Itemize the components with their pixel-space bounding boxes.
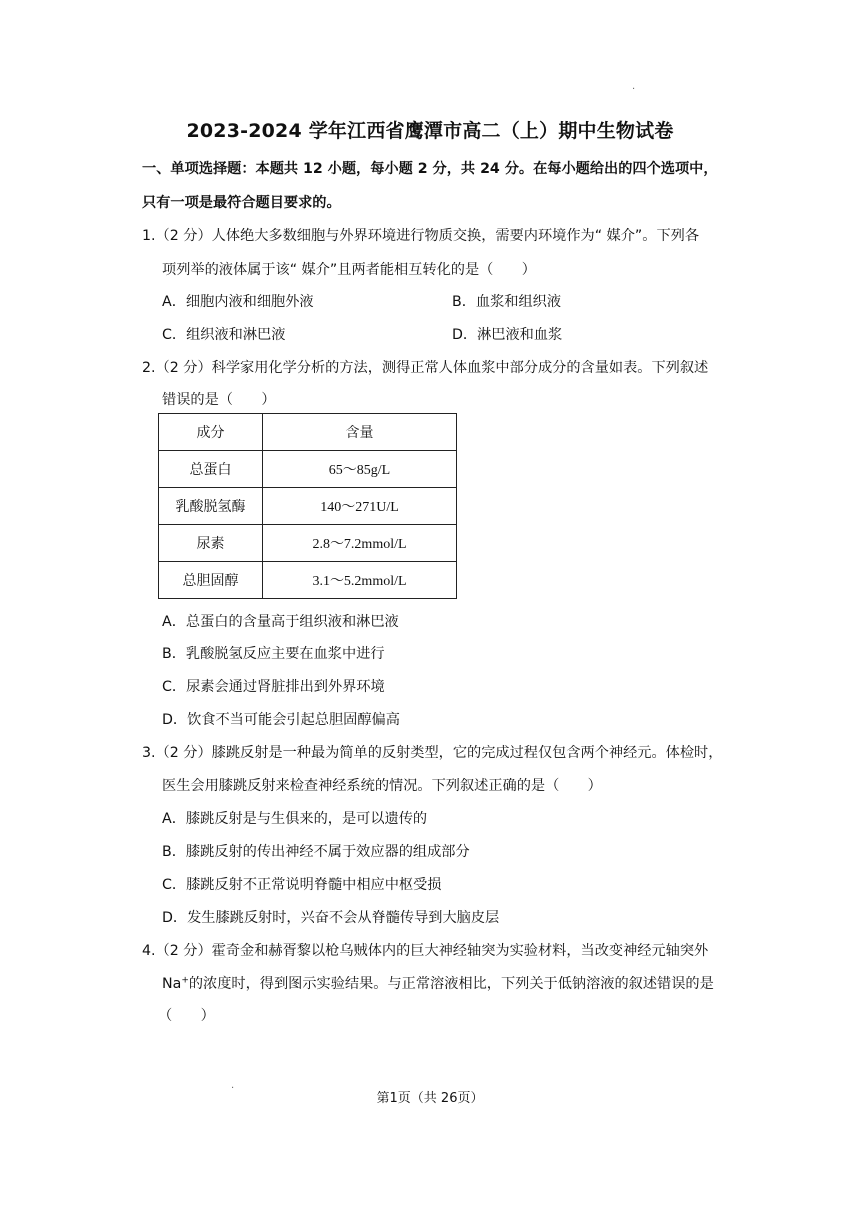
scan-dot: · bbox=[231, 1083, 235, 1094]
q2-option-d: D．饮食不当可能会引起总胆固醇偏高 bbox=[162, 712, 400, 728]
q2-stem-line1: 2.（2 分）科学家用化学分析的方法，测得正常人体血浆中部分成分的含量如表。下列叙述 bbox=[142, 360, 709, 376]
plasma-components-table bbox=[158, 413, 457, 599]
q3-stem-line1: 3.（2 分）膝跳反射是一种最为简单的反射类型，它的完成过程仅包含两个神经元。体检时， bbox=[142, 745, 723, 761]
q3-option-d: D．发生膝跳反射时，兴奋不会从脊髓传导到大脑皮层 bbox=[162, 910, 500, 926]
q3-option-a: A．膝跳反射是与生俱来的，是可以遗传的 bbox=[162, 811, 428, 827]
q3-stem-line2: 医生会用膝跳反射来检查神经系统的情况。下列叙述正确的是（ ） bbox=[162, 778, 602, 794]
table-row bbox=[159, 451, 457, 488]
table-cell-content: 3.1～5.2mmol/L bbox=[263, 562, 457, 599]
q3-option-b: B．膝跳反射的传出神经不属于效应器的组成部分 bbox=[162, 844, 470, 860]
table-header-content: 含量 bbox=[263, 414, 457, 451]
table-row bbox=[159, 488, 457, 525]
table-row bbox=[159, 525, 457, 562]
scan-dot: · bbox=[632, 84, 636, 95]
q2-option-b: B．乳酸脱氢反应主要在血浆中进行 bbox=[162, 646, 385, 662]
section-heading-line1: 一、单项选择题：本题共 12 小题，每小题 2 分，共 24 分。在每小题给出的四个选项中， bbox=[142, 161, 718, 177]
sodium-symbol: Na bbox=[162, 976, 182, 992]
page-title: 2023-2024 学年江西省鹰潭市高二（上）期中生物试卷 bbox=[186, 120, 674, 142]
table-header-component: 成分 bbox=[159, 414, 263, 451]
q1-option-c: C．组织液和淋巴液 bbox=[162, 327, 286, 343]
table-cell-content: 65～85g/L bbox=[263, 451, 457, 488]
section-heading-line2: 只有一项是最符合题目要求的。 bbox=[142, 195, 341, 211]
q4-stem-line3: （ ） bbox=[158, 1008, 215, 1024]
table-cell-component: 尿素 bbox=[159, 525, 263, 562]
q4-stem-line2 bbox=[162, 973, 714, 993]
q1-stem-line2: 项列举的液体属于该“ 媒介”且两者能相互转化的是（ ） bbox=[162, 262, 536, 278]
q4-stem-line1: 4.（2 分）霍奇金和赫胥黎以枪乌贼体内的巨大神经轴突为实验材料，当改变神经元轴突外 bbox=[142, 943, 709, 959]
q1-option-b: B．血浆和组织液 bbox=[452, 294, 562, 310]
table-cell-component: 总胆固醇 bbox=[159, 562, 263, 599]
table-cell-content: 2.8～7.2mmol/L bbox=[263, 525, 457, 562]
table-cell-component: 总蛋白 bbox=[159, 451, 263, 488]
page-footer: 第1页（共 26页） bbox=[376, 1091, 484, 1106]
q1-stem-line1: 1.（2 分）人体绝大多数细胞与外界环境进行物质交换，需要内环境作为“ 媒介”。下列各 bbox=[142, 228, 700, 244]
q4-stem-line2-text: 的浓度时，得到图示实验结果。与正常溶液相比，下列关于低钠溶液的叙述错误的是 bbox=[188, 976, 714, 992]
q2-option-a: A．总蛋白的含量高于组织液和淋巴液 bbox=[162, 614, 399, 630]
table-row bbox=[159, 562, 457, 599]
q3-option-c: C．膝跳反射不正常说明脊髓中相应中枢受损 bbox=[162, 877, 442, 893]
q2-stem-line2: 错误的是（ ） bbox=[162, 392, 276, 408]
table-cell-content: 140～271U/L bbox=[263, 488, 457, 525]
q1-option-a: A．细胞内液和细胞外液 bbox=[162, 294, 314, 310]
q2-option-c: C．尿素会通过肾脏排出到外界环境 bbox=[162, 679, 385, 695]
sodium-charge: + bbox=[181, 975, 189, 986]
table-cell-component: 乳酸脱氢酶 bbox=[159, 488, 263, 525]
table-header-row bbox=[159, 414, 457, 451]
q1-option-d: D．淋巴液和血浆 bbox=[452, 327, 563, 343]
